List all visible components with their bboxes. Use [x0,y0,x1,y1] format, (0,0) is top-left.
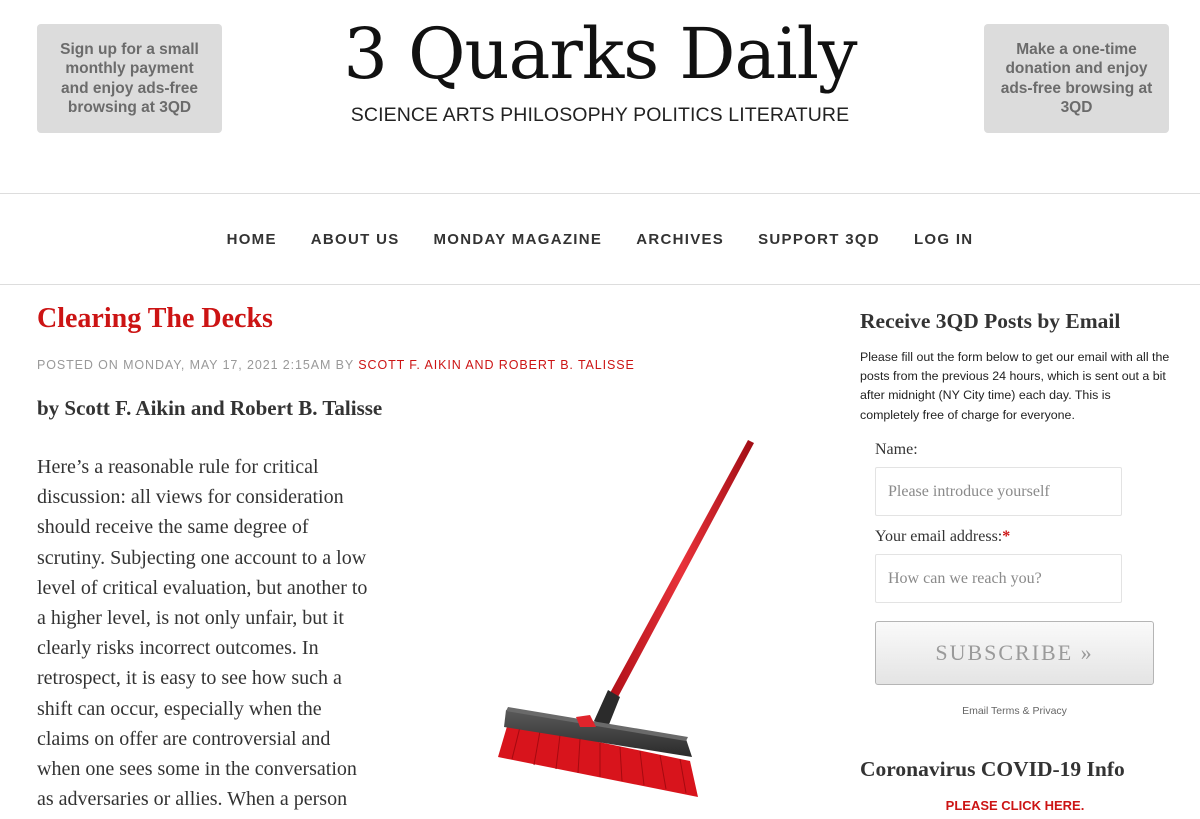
article-byline: by Scott F. Aikin and Robert B. Talisse [37,396,383,420]
nav-archives[interactable]: ARCHIVES [636,230,725,248]
email-label-text: Your email address: [875,528,1003,545]
name-label: Name: [875,441,918,458]
body-line: discussion: all views for consideration [37,486,344,509]
article-title[interactable]: Clearing The Decks [37,303,273,334]
main-nav [0,193,1200,285]
body-line: scrutiny. Subjecting one account to a low [37,546,367,569]
body-line: as adversaries or allies. When a person [37,788,348,811]
body-line: should receive the same degree of [37,516,309,539]
post-meta [37,358,635,372]
nav-log-in[interactable]: LOG IN [913,230,974,248]
covid-info-link[interactable]: PLEASE CLICK HERE. [945,798,1085,813]
post-date: POSTED ON MONDAY, MAY 17, 2021 2:15AM BY [37,358,354,372]
body-line: clearly risks incorrect outcomes. In [37,637,319,660]
nav-monday-magazine[interactable]: MONDAY MAGAZINE [433,230,603,248]
email-label [875,528,1010,546]
name-input[interactable] [875,467,1122,516]
article-body [37,452,427,814]
required-mark: * [1002,528,1011,545]
covid-heading: Coronavirus COVID-19 Info [860,757,1125,781]
body-line: shift can occur, especially when the [37,697,322,720]
body-line: claims on offer are controversial and [37,727,331,750]
body-line: Here’s a reasonable rule for critical [37,456,319,478]
promo-donation-button[interactable] [984,24,1169,133]
email-input[interactable] [875,554,1122,603]
body-line: a higher level, is not only unfair, but it [37,607,344,630]
subscribe-button[interactable]: SUBSCRIBE » [875,621,1154,685]
site-title: 3 Quarks Daily [343,13,857,95]
body-line: level of critical evaluation, but another to [37,576,368,599]
promo-subscription-button[interactable] [37,24,222,133]
promo-donation-text: Make a one-time donation and enjoy ads-free browsing at 3QD [1000,40,1153,116]
author-link[interactable]: SCOTT F. AIKIN AND ROBERT B. TALISSE [358,358,635,372]
body-line: when one sees some in the conversation [37,758,357,781]
site-tagline: SCIENCE ARTS PHILOSOPHY POLITICS LITERATURE [350,104,850,126]
body-line: retrospect, it is easy to see how such a [37,667,342,690]
email-signup-description: Please fill out the form below to get our email with all the posts from the previous 24 hours, which is sent out a bit after midnight (NY City time) each day. This is completely free of charge for everyone. [860,350,1170,422]
nav-support-3qd[interactable]: SUPPORT 3QD [758,230,880,248]
nav-home[interactable]: HOME [226,230,277,248]
broom-image [490,435,770,805]
nav-about-us[interactable]: ABOUT US [310,230,400,248]
email-signup-heading: Receive 3QD Posts by Email [860,309,1121,333]
promo-subscription-text: Sign up for a small monthly payment and enjoy ads-free browsing at 3QD [60,40,199,116]
email-terms-link[interactable]: Email Terms & Privacy [962,705,1067,717]
site-logo[interactable] [300,12,900,127]
